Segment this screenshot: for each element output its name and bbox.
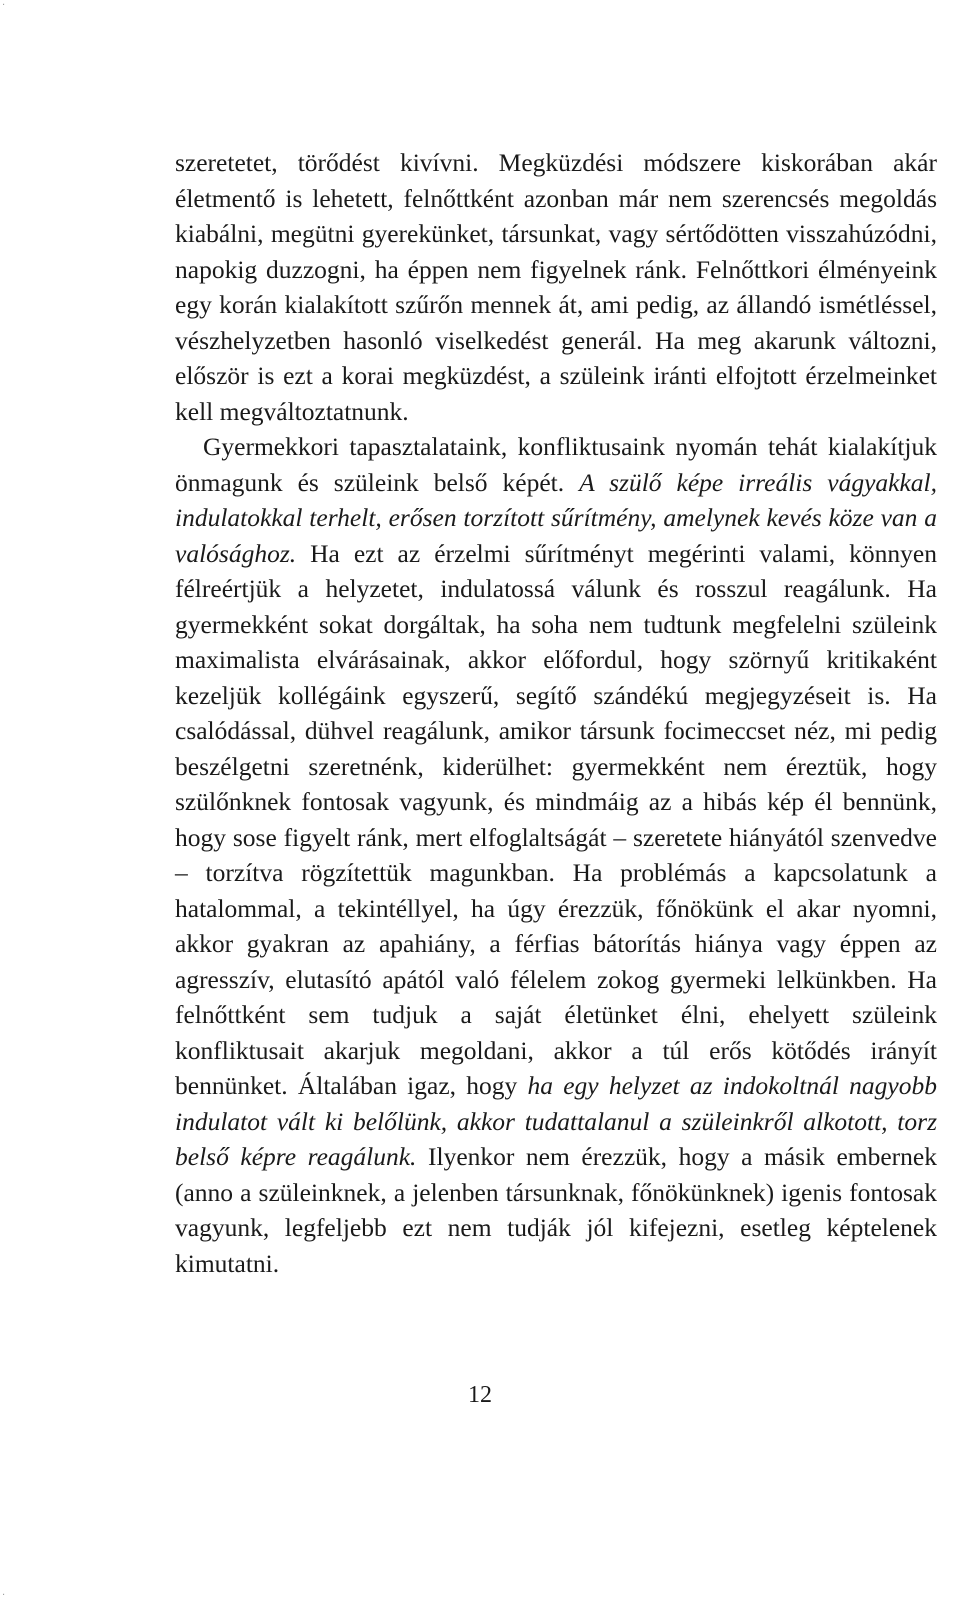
paragraph-2-text-1: Gyermekkori tapasztalataink, konfliktusaink nyomán tehát kialakítjuk önmagunk és szüleink belső képét.	[175, 432, 937, 497]
text-block	[175, 145, 937, 1281]
paragraph-2-italic-2: ha egy helyzet az indokoltnál nagyobb indulatot vált ki belőlünk, akkor tudattalanul a szüleinkről alkotott, torz belső képre reagálunk.	[175, 1071, 937, 1171]
paragraph-1-text: szeretetet, törődést kivívni. Megküzdési módszere kiskorában akár életmentő is lehetett, felnőttként azonban már nem szerencsés megoldás kiabálni, megütni gyerekünket, társunkat, vagy sértődötten visszahúzódni, napokig duzzogni, ha éppen nem figyelnek ránk. Felnőttkori élményeink egy korán kialakított szűrőn mennek át, ami pedig, az állandó ismétléssel, vészhelyzetben hasonló viselkedést generál. Ha meg akarunk változni, először is ezt a korai megküzdést, a szüleink iránti elfojtott érzelmeinket kell megváltoztatnunk.	[175, 148, 937, 426]
paragraph-2-text-3: Ilyenkor nem érezzük, hogy a másik embernek (anno a szüleinknek, a jelenben társunknak, főnökünknek) igenis fontosak vagyunk, legfeljebb ezt nem tudják jól kifejezni, esetleg képtelenek kimutatni.	[175, 1142, 937, 1278]
paragraph-2-text-2: Ha ezt az érzelmi sűrítményt megérinti valami, könnyen félreértjük a helyzetet, indulatossá válunk és rosszul reagálunk. Ha gyermekként sokat dorgáltak, ha soha nem tudtunk megfelelni szüleink maximalista elvárásainak, akkor előfordul, hogy szörnyű kritikaként kezeljük kollégáink egyszerű, segítő szándékú megjegyzéseit is. Ha csalódással, dühvel reagálunk, amikor társunk focimeccset néz, mi pedig beszélgetni szeretnénk, kiderülhet: gyermekként nem éreztük, hogy szülőnknek fontosak vagyunk, és mindmáig az a hibás kép él bennünk, hogy sose figyelt ránk, mert elfoglaltságát – szeretete hiányától szenvedve – torzítva rögzítettük magunkban. Ha problémás a kapcsolatunk a hatalommal, a tekintéllyel, ha úgy érezzük, főnökünk el akar nyomni, akkor gyakran az apahiány, a férfias bátorítás hiánya vagy éppen az agresszív, elutasító apától való félelem zokog gyermeki lelkünkben. Ha felnőttként sem tudjuk a saját életünket élni, ehelyett szüleink konfliktusait akarjuk megoldani, akkor a túl erős kötődés irányít bennünket. Általában igaz, hogy	[175, 538, 937, 1100]
crop-mark-top: ·	[2, 0, 6, 11]
page-number: 12	[468, 1382, 492, 1408]
crop-mark-bottom: ·	[2, 1590, 6, 1601]
page-body	[175, 145, 937, 1281]
paragraph-2	[175, 429, 937, 1281]
paragraph-2-italic-1: A szülő képe irreális vágyakkal, indulatokkal terhelt, erősen torzított sűrítmény, amelynek kevés köze van a valósághoz.	[175, 467, 937, 568]
paragraph-1	[175, 145, 937, 429]
